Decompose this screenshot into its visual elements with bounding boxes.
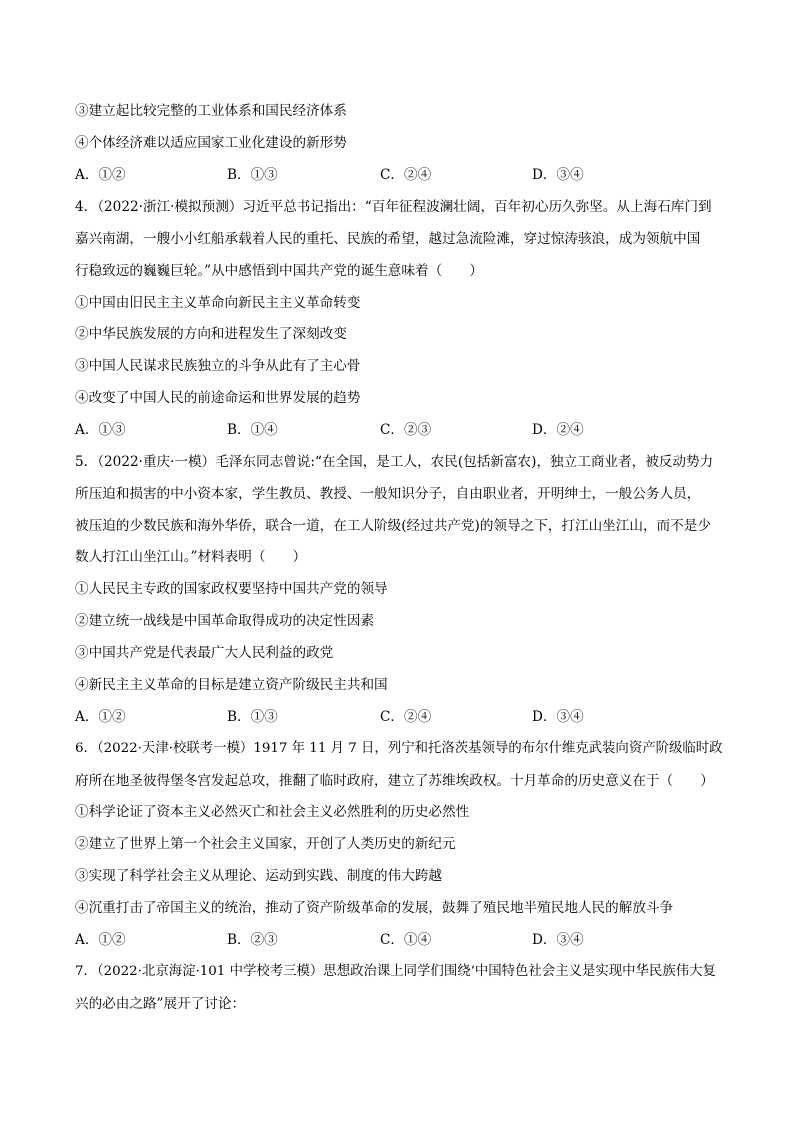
option-b: B．①③ <box>227 709 278 725</box>
option-c: C．①④ <box>380 932 432 948</box>
option-a: A．①② <box>75 167 126 183</box>
option-c: C．②③ <box>380 422 432 438</box>
q6-statement-4: ④沉重打击了帝国主义的统治，推动了资产阶级革命的发展，鼓舞了殖民地半殖民地人民的解放斗争 <box>75 900 674 916</box>
option-d: D．②④ <box>532 422 584 438</box>
option-d: D．③④ <box>532 167 584 183</box>
q6-statement-1: ①科学论证了资本主义必然灭亡和社会主义必然胜利的历史必然性 <box>75 804 470 820</box>
q4-statement-3: ③中国人民谋求民族独立的斗争从此有了主心骨 <box>75 358 361 374</box>
prev-statement-4: ④个体经济难以适应国家工业化建设的新形势 <box>75 135 347 151</box>
prev-statement-3: ③建立起比较完整的工业体系和国民经济体系 <box>75 103 347 119</box>
q5-statement-2: ②建立统一战线是中国革命取得成功的决定性因素 <box>75 613 375 629</box>
option-a: A．①② <box>75 932 126 948</box>
q6-options <box>75 930 715 950</box>
option-d: D．③④ <box>532 932 584 948</box>
q4-statement-4: ④改变了中国人民的前途命运和世界发展的趋势 <box>75 390 361 406</box>
q6-stem-line-1: 6．（2022·天津·校联考一模）1917 年 11 月 7 日，列宁和托洛茨基领导的布尔什维克武装向资产阶级临时政 <box>75 741 723 756</box>
q6-stem-line-2: 府所在地圣彼得堡冬宫发起总攻，推翻了临时政府，建立了苏维埃政权。十月革命的历史意义在于（ ） <box>75 773 714 789</box>
q4-stem-line-2: 嘉兴南湖，一艘小小红船承载着人民的重托、民族的希望，越过急流险滩，穿过惊涛骇浪，成为领航中国 <box>75 231 701 247</box>
q6-statement-2: ②建立了世界上第一个社会主义国家，开创了人类历史的新纪元 <box>75 836 456 852</box>
q5-statement-3: ③中国共产党是代表最广大人民利益的政党 <box>75 645 334 661</box>
option-d: D．③④ <box>532 709 584 725</box>
option-b: B．②③ <box>227 932 278 948</box>
option-c: C．②④ <box>380 167 432 183</box>
option-b: B．①③ <box>227 167 278 183</box>
q5-statement-1: ①人民民主专政的国家政权要坚持中国共产党的领导 <box>75 581 388 597</box>
q5-stem-line-3: 被压迫的少数民族和海外华侨，联合一道，在工人阶级(经过共产党)的领导之下，打江山坐江山，而不是少 <box>75 518 711 534</box>
prev-options <box>75 165 715 185</box>
q4-stem-line-3: 行稳致远的巍巍巨轮。”从中感悟到中国共产党的诞生意味着（ ） <box>75 263 483 279</box>
q7-stem-line-1: 7．（2022·北京海淀·101 中学校考三模）思想政治课上同学们围绕‘中国特色社会主义是实现中华民族伟大复 <box>75 964 716 979</box>
q4-options <box>75 420 715 440</box>
q4-statement-2: ②中华民族发展的方向和进程发生了深刻改变 <box>75 326 347 342</box>
q5-options <box>75 707 715 727</box>
q5-statement-4: ④新民主主义革命的目标是建立资产阶级民主共和国 <box>75 677 388 693</box>
option-b: B．①④ <box>227 422 278 438</box>
option-c: C．②④ <box>380 709 432 725</box>
q4-stem-line-1: 4．（2022·浙江·模拟预测）习近平总书记指出：“百年征程波澜壮阔，百年初心历久弥坚。从上海石库门到 <box>75 199 712 215</box>
option-a: A．①③ <box>75 422 126 438</box>
q7-stem-line-2: 兴的必由之路”展开了讨论： <box>75 996 246 1012</box>
q5-stem-line-1: 5．（2022·重庆·一模）毛泽东同志曾说:“在全国，是工人，农民(包括新富农)，独立工商业者，被反动势力 <box>75 454 714 470</box>
q5-stem-line-4: 数人打江山坐江山。”材料表明（ ） <box>75 549 307 565</box>
q6-statement-3: ③实现了科学社会主义从理论、运动到实践、制度的伟大跨越 <box>75 868 443 884</box>
q4-statement-1: ①中国由旧民主主义革命向新民主主义革命转变 <box>75 295 361 311</box>
option-a: A．①② <box>75 709 126 725</box>
q5-stem-line-2: 所压迫和损害的中小资本家，学生教员、教授、一般知识分子，自由职业者，开明绅士，一般公务人员， <box>75 486 701 502</box>
